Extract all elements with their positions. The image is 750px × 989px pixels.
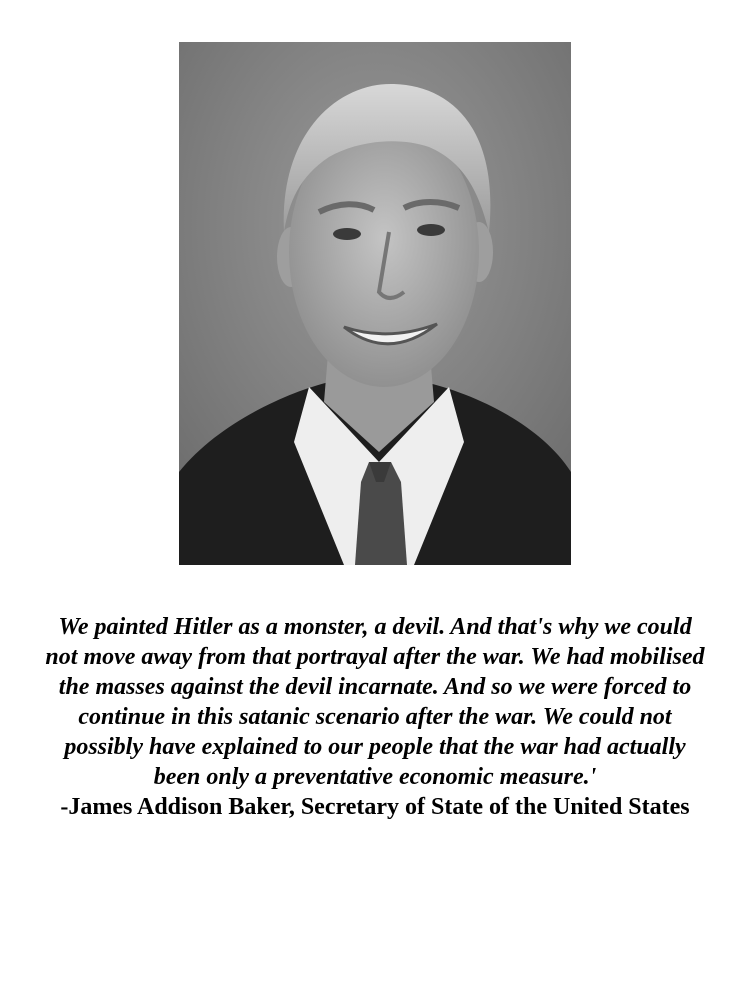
quote-block xyxy=(40,612,710,823)
portrait-icon xyxy=(179,42,571,565)
quote-text: We painted Hitler as a monster, a devil. And that's why we could not move away from that portrayal after the war. We had mobilised the masses against the devil incarnate. And so we were forced to continue in this satanic scenario after the war. We could not possibly have explained to our people that the war had actually been only a preventative economic measure.' xyxy=(45,614,705,790)
quote-attribution: -James Addison Baker, Secretary of State of the United States xyxy=(60,794,690,820)
portrait-photo xyxy=(179,42,571,565)
